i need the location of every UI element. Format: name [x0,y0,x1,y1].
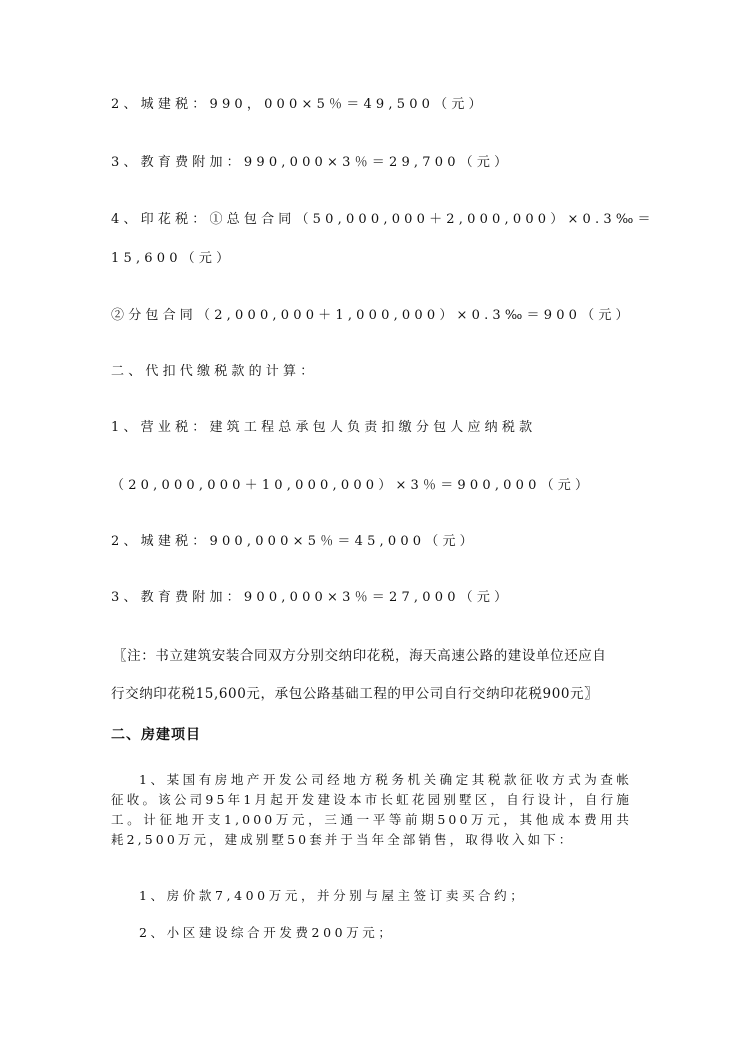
text-line-education-fee-1: 3、教育费附加：990,000×3％＝29,700（元） [111,155,512,170]
text-line-withholding-heading: 二、代扣代缴税款的计算： [111,364,318,379]
text-line-urban-tax-2: 2、城建税：900,000×5％＝45,000（元） [111,534,477,549]
list-item: 1、房价款7,400万元，并分别与屋主签订卖买合约； [139,888,527,903]
list-item: 2、小区建设综合开发费200万元； [139,925,395,940]
text-line-subcontract: ②分包合同（2,000,000＋1,000,000）×0.3‰＝900（元） [111,308,633,323]
note-line-1: 〖注：书立建筑安装合同双方分别交纳印花税，海天高速公路的建设单位还应自 [113,648,607,664]
text-line-urban-tax-1: 2、城建税：990，000×5％＝49,500（元） [111,97,486,112]
note-line-2: 行交纳印花税15,600元，承包公路基础工程的甲公司自行交纳印花税900元〗 [111,686,599,702]
section-heading: 二、房建项目 [111,727,201,743]
text-line-business-tax-calc: （20,000,000＋10,000,000）×3％＝900,000（元） [111,478,593,493]
text-line-stamp-tax-result: 15,600（元） [111,251,234,266]
text-line-business-tax: 1、营业税：建筑工程总承包人负责扣缴分包人应纳税款 [111,420,537,435]
text-line-stamp-tax: 4、印花税：①总包合同（50,000,000＋2,000,000）×0.3‰＝ [111,212,655,227]
case-paragraph: 1、某国有房地产开发公司经地方税务机关确定其税款征收方式为查帐征收。该公司95年1月起开发建设本市长虹花园别墅区，自行设计，自行施工。计征地开支1,000万元，三通一平等前期500万元，其他成本费用共耗2,500万元，建成别墅50套并于当年全部销售，取得收入如下： [111,772,632,847]
text-line-education-fee-2: 3、教育费附加：900,000×3％＝27,000（元） [111,590,512,605]
